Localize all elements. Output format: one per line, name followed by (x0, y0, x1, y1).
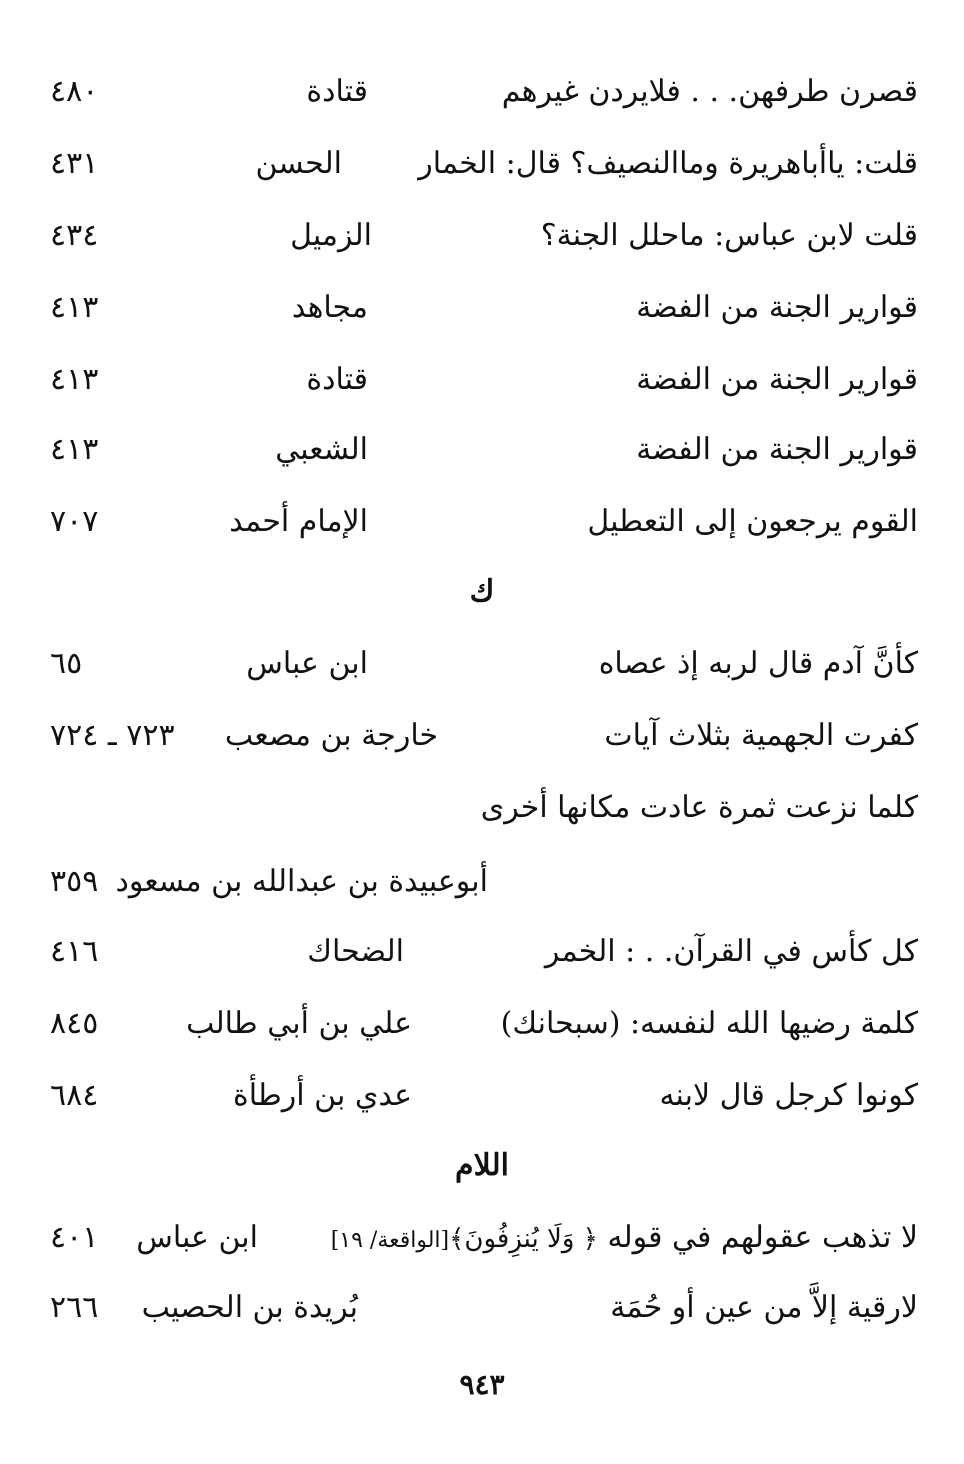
entry-page: ٤٣٤ (50, 218, 99, 253)
section-heading-kaf: ك (469, 574, 495, 609)
entry-page: ٤١٦ (50, 934, 99, 969)
entry-page: ٤٠١ (50, 1220, 99, 1255)
index-entry (0, 352, 964, 408)
entry-narrator: بُريدة بن الحصيب (141, 1290, 358, 1325)
entry-text: قلت لابن عباس: ماحلل الجنة؟ (540, 218, 918, 253)
entry-narrator: ابن عباس (246, 646, 368, 681)
entry-narrator: عدي بن أرطأة (233, 1078, 412, 1113)
entry-narrator: قتادة (306, 362, 368, 397)
entry-page: ٨٤٥ (50, 1006, 99, 1041)
index-entry (0, 64, 964, 120)
index-entry-line1 (0, 780, 964, 836)
entry-page: ٦٥ (50, 646, 83, 681)
entry-page: ٤١٣ (50, 432, 99, 467)
entry-narrator: الزميل (290, 218, 372, 253)
entry-narrator: ابن عباس (136, 1220, 258, 1255)
entry-narrator: الضحاك (307, 934, 404, 969)
entry-page: ٧٠٧ (50, 504, 99, 539)
index-entry (0, 422, 964, 478)
entry-text: القوم يرجعون إلى التعطيل (587, 504, 918, 539)
quran-verse: ﴿ وَلَا يُنزِفُونَ﴾ (449, 1224, 598, 1254)
entry-page: ٤١٣ (50, 362, 99, 397)
index-entry (0, 1280, 964, 1336)
entry-page: ٤٨٠ (50, 74, 99, 109)
entry-narrator: علي بن أبي طالب (186, 1006, 412, 1041)
entry-narrator: الإمام أحمد (229, 504, 368, 539)
verse-reference: [الواقعة/ ١٩] (330, 1228, 450, 1253)
entry-text: لا تذهب عقولهم في قوله (607, 1220, 918, 1255)
entry-narrator: الحسن (255, 146, 342, 181)
entry-narrator: مجاهد (291, 290, 368, 325)
entry-narrator: خارجة بن مصعب (224, 718, 438, 753)
entry-text: كلما نزعت ثمرة عادت مكانها أخرى (480, 790, 918, 825)
entry-text: كل كأس في القرآن. . : الخمر (544, 934, 918, 969)
index-entry (0, 208, 964, 264)
entry-text: كونوا كرجل قال لابنه (659, 1078, 918, 1113)
entry-text: قلت: ياأباهريرة وماالنصيف؟ قال: الخمار (418, 146, 918, 181)
entry-page: ٣٥٩ (50, 864, 99, 899)
entry-text: كلمة رضيها الله لنفسه: (سبحانك) (500, 1006, 918, 1041)
entry-page: ٤١٣ (50, 290, 99, 325)
section-heading-lam: اللام (455, 1148, 509, 1183)
entry-page: ٤٣١ (50, 146, 99, 181)
index-entry (0, 636, 964, 692)
entry-narrator: أبوعبيدة بن عبدالله بن مسعود (115, 864, 488, 899)
index-entry (0, 136, 964, 192)
entry-text-with-verse (331, 1210, 918, 1269)
index-entry (0, 708, 964, 764)
index-entry (0, 924, 964, 980)
index-entry-quran (0, 1210, 964, 1266)
entry-page: ٧٢٣ ـ ٧٢٤ (50, 718, 175, 753)
index-entry (0, 996, 964, 1052)
page-number: ٩٤٣ (459, 1368, 505, 1401)
entry-narrator: قتادة (306, 74, 368, 109)
entry-page: ٢٦٦ (50, 1290, 99, 1325)
index-entry (0, 280, 964, 336)
index-entry-line2 (0, 854, 964, 910)
entry-text: قصرن طرفهن. . . فلايردن غيرهم (501, 74, 918, 109)
entry-text: قوارير الجنة من الفضة (636, 290, 918, 325)
entry-text: كأنَّ آدم قال لربه إذ عصاه (598, 646, 918, 681)
entry-page: ٦٨٤ (50, 1078, 99, 1113)
entry-narrator: الشعبي (275, 432, 368, 467)
entry-text: قوارير الجنة من الفضة (636, 432, 918, 467)
entry-text: كفرت الجهمية بثلاث آيات (604, 718, 918, 753)
entry-text: لارقية إلاَّ من عين أو حُمَة (610, 1290, 918, 1325)
index-entry (0, 1068, 964, 1124)
entry-text: قوارير الجنة من الفضة (636, 362, 918, 397)
index-entry (0, 494, 964, 550)
